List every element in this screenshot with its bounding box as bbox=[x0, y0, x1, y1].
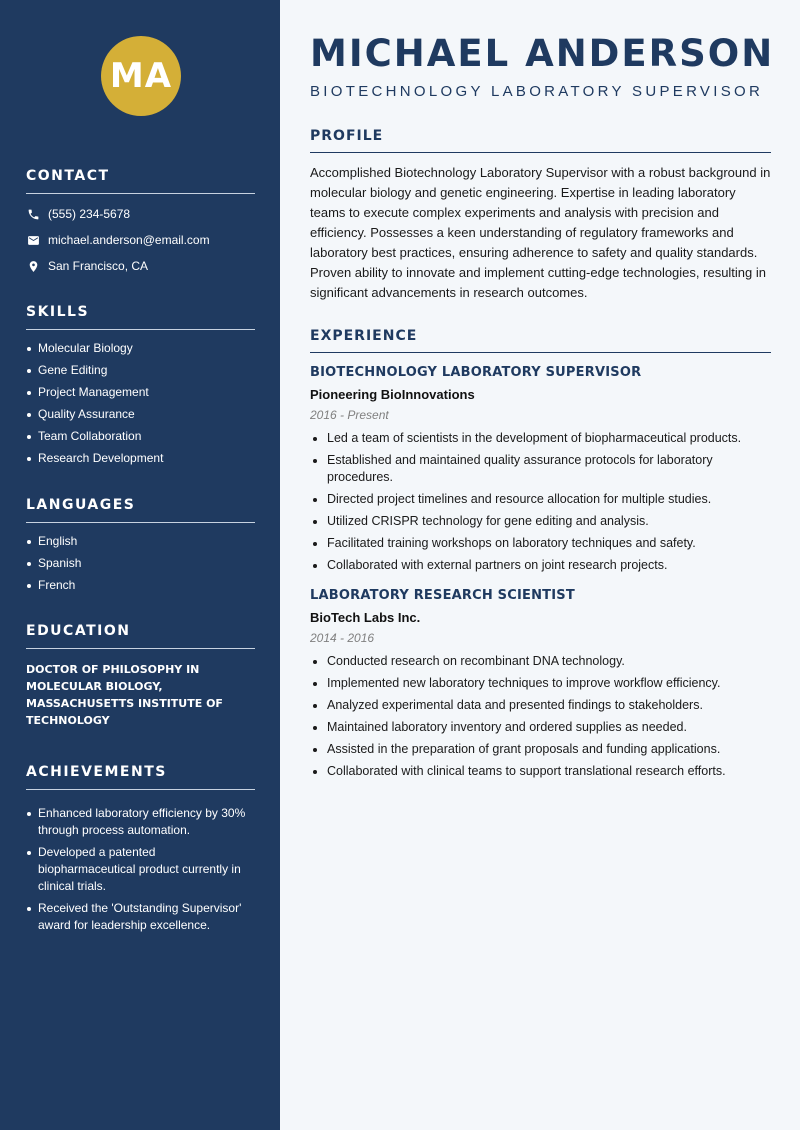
education-heading: EDUCATION bbox=[26, 623, 255, 649]
job-company: BioTech Labs Inc. bbox=[310, 610, 421, 625]
job-title: LABORATORY RESEARCH SCIENTIST bbox=[310, 588, 575, 603]
phone-text: (555) 234-5678 bbox=[48, 207, 131, 221]
languages-heading: LANGUAGES bbox=[26, 497, 255, 523]
sidebar bbox=[0, 0, 280, 1130]
email-text: michael.anderson@email.com bbox=[48, 233, 210, 247]
contact-heading: CONTACT bbox=[26, 168, 255, 194]
job-entry bbox=[310, 365, 771, 574]
job-bullets bbox=[310, 653, 771, 780]
job-company: Pioneering BioInnovations bbox=[310, 387, 475, 402]
contact-email bbox=[26, 231, 255, 249]
skill-item: Molecular Biology bbox=[26, 340, 255, 357]
skill-item: Research Development bbox=[26, 450, 255, 467]
achievements-section bbox=[26, 764, 255, 939]
job-title: BIOTECHNOLOGY LABORATORY SUPERVISOR bbox=[310, 365, 642, 380]
language-item: English bbox=[26, 533, 255, 550]
skills-list bbox=[26, 340, 255, 467]
languages-list bbox=[26, 533, 255, 594]
job-bullet: Led a team of scientists in the development of biopharmaceutical products. bbox=[310, 430, 771, 447]
job-bullet: Directed project timelines and resource allocation for multiple studies. bbox=[310, 491, 771, 508]
skill-item: Team Collaboration bbox=[26, 428, 255, 445]
profile-section bbox=[310, 128, 771, 303]
languages-section bbox=[26, 497, 255, 599]
contact-location bbox=[26, 257, 255, 275]
education-degree: DOCTOR OF PHILOSOPHY IN MOLECULAR BIOLOGY, MASSACHUSETTS INSTITUTE OF TECHNOLOGY bbox=[26, 663, 223, 727]
achievements-heading: ACHIEVEMENTS bbox=[26, 764, 255, 790]
location-text: San Francisco, CA bbox=[48, 259, 149, 273]
job-dates: 2014 - 2016 bbox=[310, 631, 375, 645]
job-bullet: Facilitated training workshops on laboratory techniques and safety. bbox=[310, 535, 771, 552]
job-bullet: Collaborated with external partners on joint research projects. bbox=[310, 557, 771, 574]
experience-heading: EXPERIENCE bbox=[310, 328, 771, 353]
job-bullets bbox=[310, 430, 771, 574]
candidate-name: MICHAEL ANDERSON bbox=[310, 32, 775, 75]
language-item: Spanish bbox=[26, 555, 255, 572]
job-bullet: Conducted research on recombinant DNA technology. bbox=[310, 653, 771, 670]
contact-phone bbox=[26, 205, 255, 223]
contact-section bbox=[26, 168, 255, 275]
experience-section bbox=[310, 328, 771, 785]
mail-icon bbox=[26, 233, 40, 247]
main-content bbox=[280, 0, 800, 1130]
job-dates: 2016 - Present bbox=[310, 408, 389, 422]
profile-text: Accomplished Biotechnology Laboratory Supervisor with a robust background in molecular biology and genetic engineering. Expertise in leading laboratory teams to execute complex experiments and analysis with precision and efficiency. Possesses a keen understanding of regulatory frameworks and laboratory best practices, ensuring adherence to safety and quality standards. Proven ability to innovate and implement cutting-edge technologies, resulting in significant advancements in research outcomes. bbox=[310, 165, 771, 300]
profile-heading: PROFILE bbox=[310, 128, 771, 153]
avatar-initials: MA bbox=[101, 36, 181, 116]
job-bullet: Utilized CRISPR technology for gene editing and analysis. bbox=[310, 513, 771, 530]
phone-icon bbox=[26, 207, 40, 221]
candidate-title: BIOTECHNOLOGY LABORATORY SUPERVISOR bbox=[310, 83, 764, 100]
job-bullet: Assisted in the preparation of grant proposals and funding applications. bbox=[310, 741, 771, 758]
achievement-item: Received the 'Outstanding Supervisor' award for leadership excellence. bbox=[26, 900, 255, 934]
skills-section bbox=[26, 304, 255, 472]
skill-item: Quality Assurance bbox=[26, 406, 255, 423]
job-bullet: Established and maintained quality assurance protocols for laboratory procedures. bbox=[310, 452, 771, 486]
location-pin-icon bbox=[26, 259, 40, 273]
job-bullet: Analyzed experimental data and presented findings to stakeholders. bbox=[310, 697, 771, 714]
skill-item: Project Management bbox=[26, 384, 255, 401]
skills-heading: SKILLS bbox=[26, 304, 255, 330]
achievement-item: Enhanced laboratory efficiency by 30% through process automation. bbox=[26, 805, 255, 839]
achievement-item: Developed a patented biopharmaceutical product currently in clinical trials. bbox=[26, 844, 255, 895]
job-entry bbox=[310, 588, 771, 780]
education-section bbox=[26, 623, 255, 729]
job-bullet: Implemented new laboratory techniques to improve workflow efficiency. bbox=[310, 675, 771, 692]
skill-item: Gene Editing bbox=[26, 362, 255, 379]
job-bullet: Maintained laboratory inventory and ordered supplies as needed. bbox=[310, 719, 771, 736]
language-item: French bbox=[26, 577, 255, 594]
achievements-list bbox=[26, 805, 255, 934]
job-bullet: Collaborated with clinical teams to support translational research efforts. bbox=[310, 763, 771, 780]
